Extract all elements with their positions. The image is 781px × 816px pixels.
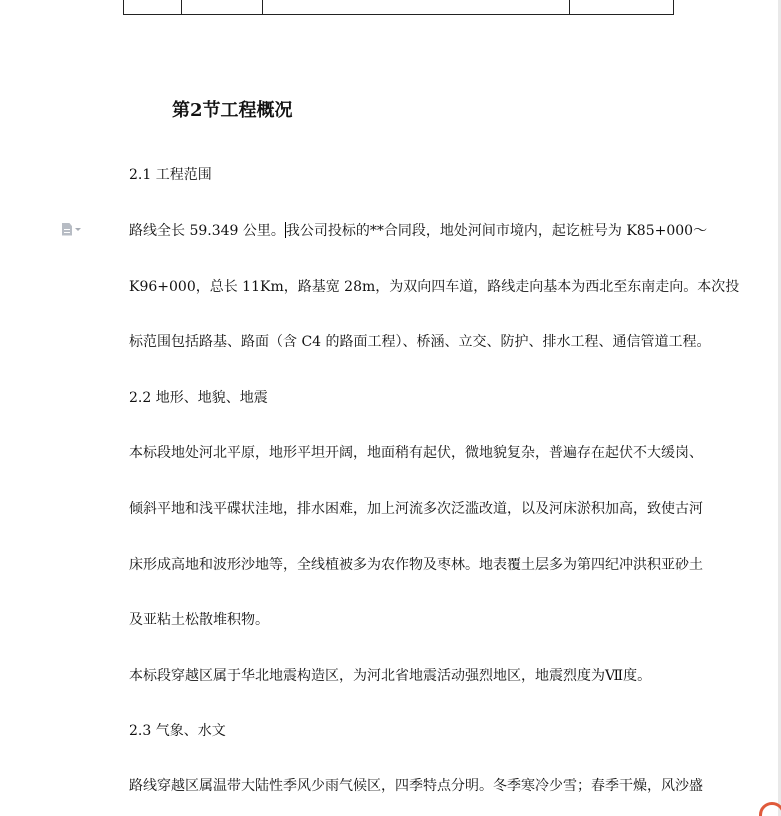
chevron-down-icon <box>75 228 81 231</box>
seismic-line[interactable]: 本标段穿越区属于华北地震构造区，为河北省地震活动强烈地区，地震烈度为Ⅶ度。 <box>129 668 652 684</box>
terrain-line-1[interactable]: 本标段地处河北平原，地形平坦开阔，地面稍有起伏，微地貌复杂，普遍存在起伏不大缓岗、 <box>129 445 703 461</box>
climate-line-1[interactable]: 路线穿越区属温带大陆性季风少雨气候区，四季特点分明。冬季寒冷少雪；春季干燥，风沙盛 <box>129 778 703 794</box>
table-fragment <box>123 0 674 15</box>
section-title: 第2节工程概况 <box>172 100 293 121</box>
document-icon[interactable] <box>62 221 90 237</box>
table-column-divider <box>262 0 263 14</box>
scope-line-3[interactable]: 标范围包括路基、路面（含 C4 的路面工程）、桥涵、立交、防护、排水工程、通信管道工程。 <box>129 334 711 350</box>
table-column-divider <box>181 0 182 14</box>
heading-2-2: 2.2 地形、地貌、地震 <box>129 390 268 406</box>
heading-2-1: 2.1 工程范围 <box>129 167 212 183</box>
scope-line-1-b: 我公司投标的**合同段，地处河间市境内，起讫桩号为 K85+000～ <box>285 223 708 239</box>
scope-line-1[interactable] <box>129 220 708 240</box>
terrain-line-3[interactable]: 床形成高地和波形沙地等，全线植被多为农作物及枣林。地表覆土层多为第四纪冲洪积亚砂土 <box>129 557 703 573</box>
heading-2-3: 2.3 气象、水文 <box>129 723 226 739</box>
scope-line-2[interactable]: K96+000，总长 11Km，路基宽 28m，为双向四车道，路线走向基本为西北至东南走向。本次投 <box>129 279 740 295</box>
document-sheet-icon <box>62 223 72 236</box>
app-logo-icon[interactable] <box>755 798 781 816</box>
scope-line-1-a: 路线全长 59.349 公里。 <box>129 223 285 239</box>
terrain-line-2[interactable]: 倾斜平地和浅平碟状洼地，排水困难，加上河流多次泛滥改道，以及河床淤积加高，致使古河 <box>129 501 703 517</box>
terrain-line-4[interactable]: 及亚粘土松散堆积物。 <box>129 612 269 628</box>
table-column-divider <box>569 0 570 14</box>
